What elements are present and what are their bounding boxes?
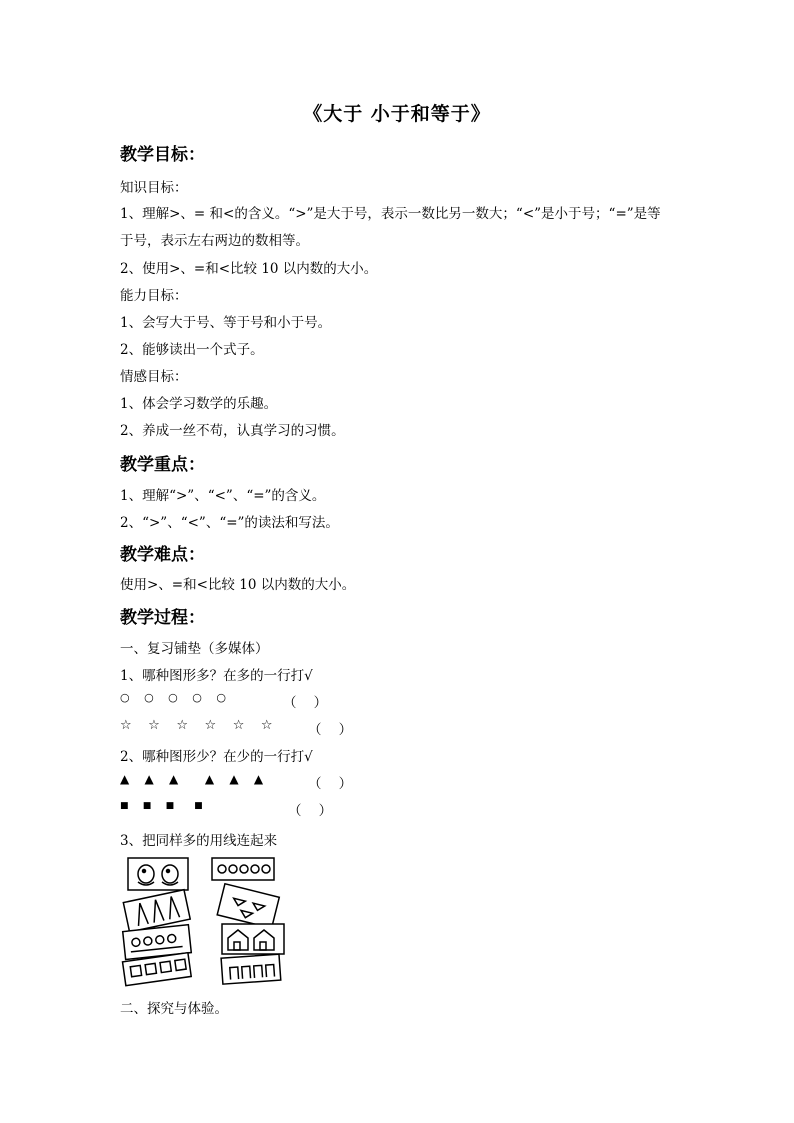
knowledge-goal-1-line2: 于号，表示左右两边的数相等。 <box>120 233 309 249</box>
key-points-heading: 教学重点： <box>120 455 205 475</box>
knowledge-goals-label: 知识目标： <box>120 180 188 196</box>
ability-goals-label: 能力目标： <box>120 288 188 304</box>
emotion-goal-1: 1、体会学习数学的乐趣。 <box>120 396 278 412</box>
emotion-goal-2: 2、养成一丝不苟，认真学习的习惯。 <box>120 423 345 439</box>
pictures-card <box>221 954 281 984</box>
difficulty-heading: 教学难点： <box>120 545 205 565</box>
document-title: 《大于 小于和等于》 <box>303 103 491 125</box>
ability-goal-1: 1、会写大于号、等于号和小于号。 <box>120 315 332 331</box>
question-1: 1、哪种图形多？在多的一行打√ <box>120 668 313 684</box>
circle-row: ○ ○ ○ ○ ○ <box>120 691 227 704</box>
key-point-1: 1、理解“>”、“<”、“=”的含义。 <box>120 488 326 504</box>
triangle-row-answer: （ ） <box>308 776 353 792</box>
houses-card <box>222 924 284 954</box>
key-point-2: 2、“>”、“<”、“=”的读法和写法。 <box>120 515 339 531</box>
ability-goal-2: 2、能够读出一个式子。 <box>120 342 264 358</box>
circle-row-answer: （ ） <box>283 695 328 711</box>
dogs-card <box>128 858 188 890</box>
star-row-answer: （ ） <box>308 722 353 738</box>
triangle-row: ▲ ▲ ▲ ▲ ▲ ▲ <box>120 772 264 786</box>
question-2: 2、哪种图形少？在少的一行打√ <box>120 749 313 765</box>
matching-exercise-image <box>118 852 288 987</box>
square-row: ■ ■ ■ ■ <box>120 801 203 811</box>
difficulty-point-1: 使用>、=和<比较 10 以内数的大小。 <box>120 577 356 593</box>
question-3: 3、把同样多的用线连起来 <box>120 833 278 849</box>
hearts-card <box>217 884 279 929</box>
review-section-title: 一、复习铺垫（多媒体） <box>120 641 269 657</box>
knowledge-goal-1-line1: 1、理解>、= 和<的含义。“>”是大于号，表示一数比另一数大；“<”是小于号；“=”是等 <box>120 206 661 222</box>
goals-heading: 教学目标： <box>120 145 205 165</box>
square-row-answer: （ ） <box>288 803 333 819</box>
star-row: ☆ ☆ ☆ ☆ ☆ ☆ <box>120 718 273 733</box>
emotion-goals-label: 情感目标： <box>120 369 188 385</box>
explore-section-title: 二、探究与体验。 <box>120 1001 228 1017</box>
circles-card <box>212 858 274 880</box>
process-heading: 教学过程： <box>120 608 205 628</box>
knowledge-goal-2: 2、使用>、=和<比较 10 以内数的大小。 <box>120 261 378 277</box>
